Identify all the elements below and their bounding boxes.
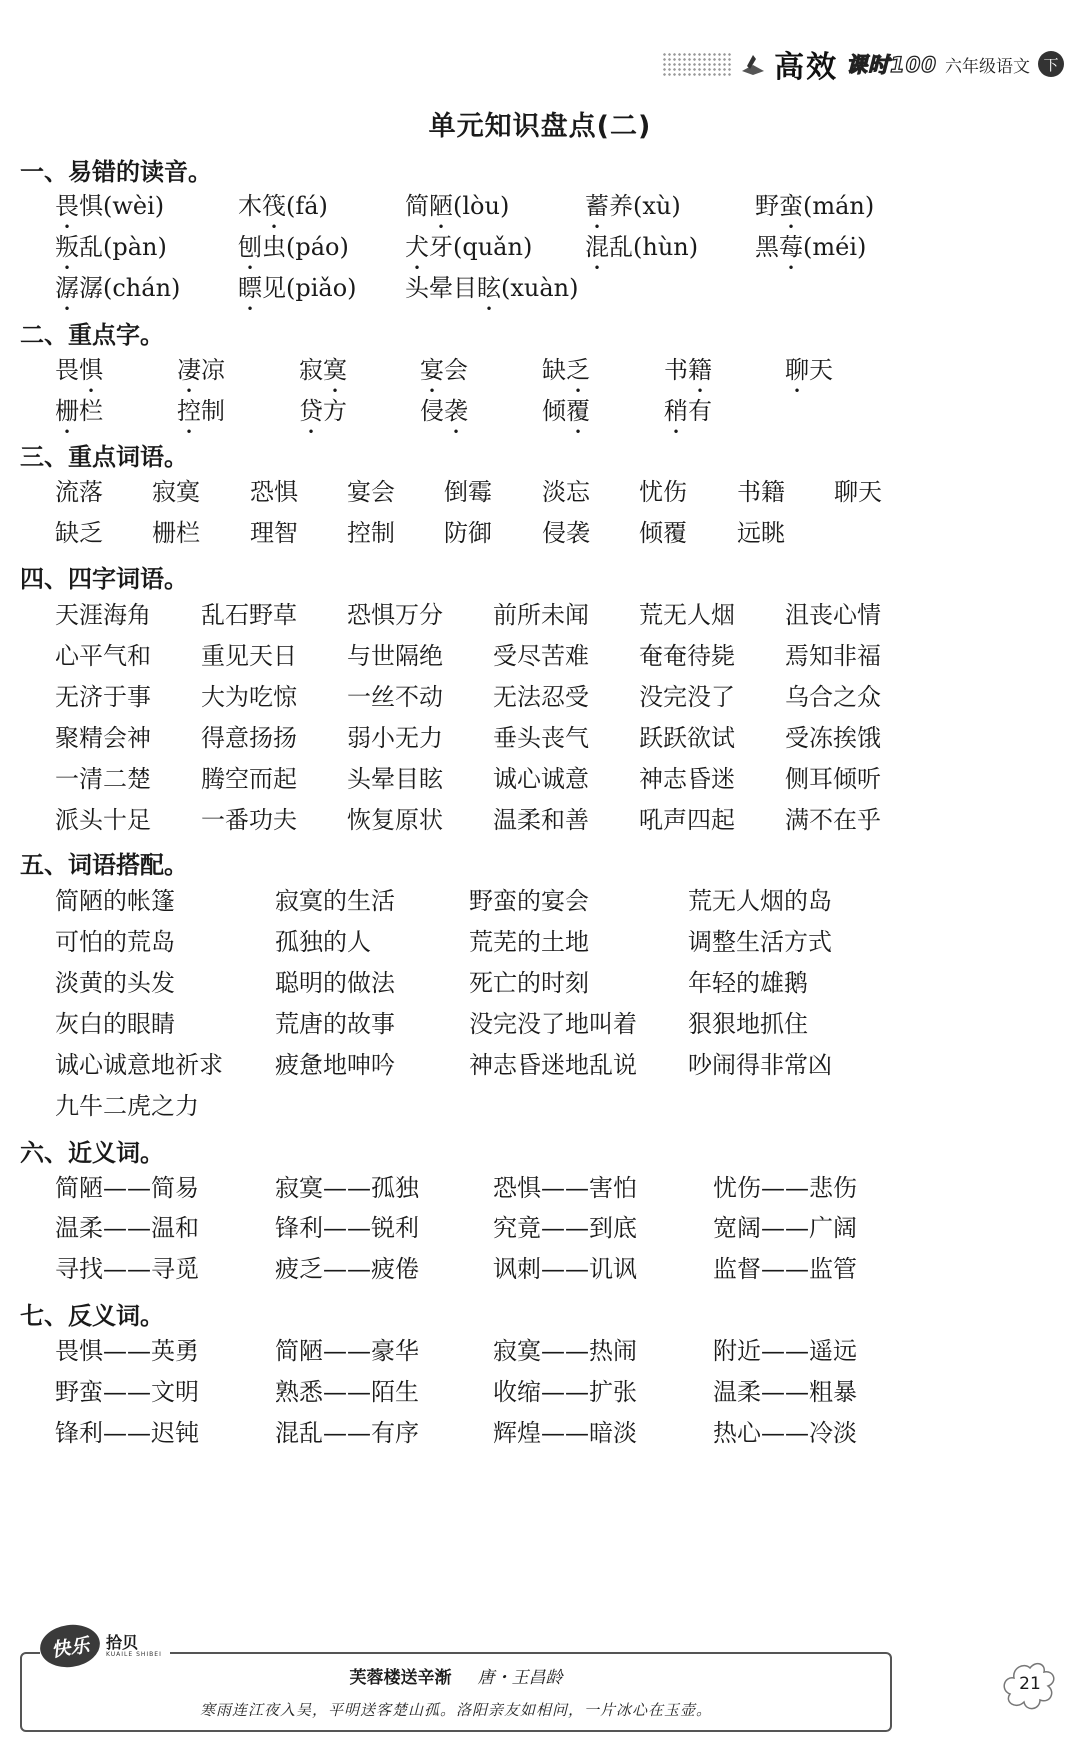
term-item: 野蛮——文明 bbox=[55, 1378, 199, 1406]
term-item: 聊天 bbox=[785, 356, 833, 384]
term-row bbox=[0, 600, 1080, 630]
term-item: 可怕的荒岛 bbox=[55, 928, 175, 956]
emphasis-char: 稍 bbox=[664, 397, 688, 425]
term-item: 淡忘 bbox=[542, 478, 590, 506]
term-item: 宴会 bbox=[347, 478, 395, 506]
term-item: 沮丧心情 bbox=[785, 601, 881, 629]
term-item: 收缩——扩张 bbox=[493, 1378, 637, 1406]
term-item: 简陋的帐篷 bbox=[55, 887, 175, 915]
emphasis-char: 混 bbox=[585, 233, 609, 261]
term-item: 荒芜的土地 bbox=[469, 928, 589, 956]
term-row bbox=[0, 273, 1080, 303]
emphasis-char: 凄 bbox=[177, 356, 201, 384]
term-item: 寂寞——孤独 bbox=[275, 1174, 419, 1202]
term-row bbox=[0, 232, 1080, 262]
term-item: 头晕目眩(xuàn) bbox=[405, 274, 579, 302]
term-item: 远眺 bbox=[737, 519, 785, 547]
term-item: 恢复原状 bbox=[347, 806, 443, 834]
term-item: 防御 bbox=[444, 519, 492, 547]
section-heading: 六、近义词。 bbox=[20, 1139, 164, 1167]
header bbox=[662, 44, 1064, 84]
term-item: 重见天日 bbox=[201, 642, 297, 670]
term-item: 吵闹得非常凶 bbox=[688, 1051, 832, 1079]
volume-badge: 下 bbox=[1038, 51, 1064, 77]
term-item: 缺乏 bbox=[55, 519, 103, 547]
term-item: 前所未闻 bbox=[493, 601, 589, 629]
section-heading: 二、重点字。 bbox=[20, 321, 164, 349]
term-item: 木筏(fá) bbox=[238, 192, 328, 220]
term-row bbox=[0, 927, 1080, 957]
term-item: 忧伤——悲伤 bbox=[713, 1174, 857, 1202]
emphasis-char: 畏 bbox=[55, 192, 79, 220]
term-item: 瞟见(piǎo) bbox=[238, 274, 357, 302]
term-item: 灰白的眼睛 bbox=[55, 1010, 175, 1038]
term-item: 聊天 bbox=[834, 478, 882, 506]
brand-title: 高效 bbox=[774, 50, 839, 85]
term-row bbox=[0, 1050, 1080, 1080]
section-heading: 三、重点词语。 bbox=[20, 443, 188, 471]
term-row bbox=[0, 1377, 1080, 1407]
term-row bbox=[0, 396, 1080, 426]
term-item: 侵袭 bbox=[542, 519, 590, 547]
term-row bbox=[0, 968, 1080, 998]
term-item: 焉知非福 bbox=[785, 642, 881, 670]
term-item: 诚心诚意 bbox=[493, 765, 589, 793]
term-item: 栅栏 bbox=[55, 397, 103, 425]
term-item: 忧伤 bbox=[639, 478, 687, 506]
term-item: 荒无人烟 bbox=[639, 601, 735, 629]
term-item: 寻找——寻觅 bbox=[55, 1255, 199, 1283]
emphasis-char: 刨 bbox=[238, 233, 262, 261]
term-item: 野蛮(mán) bbox=[755, 192, 875, 220]
term-item: 受冻挨饿 bbox=[785, 724, 881, 752]
term-item: 熟悉——陌生 bbox=[275, 1378, 419, 1406]
term-item: 狠狠地抓住 bbox=[688, 1010, 808, 1038]
term-item: 锋利——锐利 bbox=[275, 1214, 419, 1242]
page-number: 21 bbox=[1019, 1674, 1041, 1694]
term-item: 年轻的雄鹅 bbox=[688, 969, 808, 997]
term-item: 头晕目眩 bbox=[347, 765, 443, 793]
term-item: 潺潺(chán) bbox=[55, 274, 181, 302]
term-item: 倒霉 bbox=[444, 478, 492, 506]
emphasis-char: 聊 bbox=[785, 356, 809, 384]
footer-tab bbox=[40, 1625, 170, 1667]
term-item: 畏惧(wèi) bbox=[55, 192, 165, 220]
tab-label: 拾贝 bbox=[106, 1632, 139, 1652]
term-item: 畏惧——英勇 bbox=[55, 1337, 199, 1365]
brand-subtitle: 课时100 bbox=[846, 53, 937, 77]
term-item: 温柔——粗暴 bbox=[713, 1378, 857, 1406]
term-item: 腾空而起 bbox=[201, 765, 297, 793]
emphasis-char: 蓄 bbox=[585, 192, 609, 220]
term-item: 恐惧万分 bbox=[347, 601, 443, 629]
term-item: 宴会 bbox=[420, 356, 468, 384]
dot-pattern bbox=[662, 52, 732, 76]
emphasis-char: 莓 bbox=[779, 233, 803, 261]
tab-small-label: KUAILE SHIBEI bbox=[106, 1650, 162, 1658]
term-item: 简陋——豪华 bbox=[275, 1337, 419, 1365]
term-item: 一番功夫 bbox=[201, 806, 297, 834]
term-row bbox=[0, 1213, 1080, 1243]
term-item: 凄凉 bbox=[177, 356, 225, 384]
term-item: 黑莓(méi) bbox=[755, 233, 867, 261]
term-item: 蓄养(xù) bbox=[585, 192, 681, 220]
poem-title bbox=[0, 1663, 912, 1688]
term-row bbox=[0, 1336, 1080, 1366]
term-item: 倾覆 bbox=[639, 519, 687, 547]
term-item: 寂寞——热闹 bbox=[493, 1337, 637, 1365]
emphasis-char: 籍 bbox=[688, 356, 712, 384]
emphasis-char: 寞 bbox=[323, 356, 347, 384]
term-item: 稍有 bbox=[664, 397, 712, 425]
term-item: 神志昏迷地乱说 bbox=[469, 1051, 637, 1079]
term-row bbox=[0, 518, 1080, 548]
section-heading: 四、四字词语。 bbox=[20, 565, 188, 593]
term-item: 监督——监管 bbox=[713, 1255, 857, 1283]
term-row bbox=[0, 886, 1080, 916]
section-heading: 七、反义词。 bbox=[20, 1302, 164, 1330]
term-item: 热心——冷淡 bbox=[713, 1419, 857, 1447]
emphasis-char: 贷 bbox=[299, 397, 323, 425]
term-item: 心平气和 bbox=[55, 642, 151, 670]
term-row bbox=[0, 1254, 1080, 1284]
term-item: 混乱——有序 bbox=[275, 1419, 419, 1447]
term-item: 无法忍受 bbox=[493, 683, 589, 711]
term-item: 倾覆 bbox=[542, 397, 590, 425]
term-row bbox=[0, 641, 1080, 671]
term-item: 跃跃欲试 bbox=[639, 724, 735, 752]
term-row bbox=[0, 1173, 1080, 1203]
term-item: 乱石野草 bbox=[201, 601, 297, 629]
term-item: 聪明的做法 bbox=[275, 969, 395, 997]
term-item: 荒无人烟的岛 bbox=[688, 887, 832, 915]
term-item: 究竟——到底 bbox=[493, 1214, 637, 1242]
term-item: 疲惫地呻吟 bbox=[275, 1051, 395, 1079]
term-item: 没完没了地叫着 bbox=[469, 1010, 637, 1038]
term-item: 调整生活方式 bbox=[688, 928, 832, 956]
term-item: 寂寞 bbox=[152, 478, 200, 506]
book-pen-icon bbox=[740, 51, 766, 77]
term-item: 无济于事 bbox=[55, 683, 151, 711]
term-item: 吼声四起 bbox=[639, 806, 735, 834]
term-item: 控制 bbox=[177, 397, 225, 425]
emphasis-char: 叛 bbox=[55, 233, 79, 261]
term-row bbox=[0, 1418, 1080, 1448]
emphasis-char: 乏 bbox=[566, 356, 590, 384]
term-item: 疲乏——疲倦 bbox=[275, 1255, 419, 1283]
emphasis-char: 栅 bbox=[55, 397, 79, 425]
term-row bbox=[0, 1091, 1080, 1121]
emphasis-char: 犬 bbox=[405, 233, 429, 261]
term-item: 温柔——温和 bbox=[55, 1214, 199, 1242]
emphasis-char: 控 bbox=[177, 397, 201, 425]
emphasis-char: 眩 bbox=[477, 274, 501, 302]
term-row bbox=[0, 805, 1080, 835]
term-item: 天涯海角 bbox=[55, 601, 151, 629]
term-item: 侵袭 bbox=[420, 397, 468, 425]
term-row bbox=[0, 355, 1080, 385]
term-item: 书籍 bbox=[737, 478, 785, 506]
term-item: 受尽苦难 bbox=[493, 642, 589, 670]
term-item: 叛乱(pàn) bbox=[55, 233, 167, 261]
term-row bbox=[0, 477, 1080, 507]
page-title: 单元知识盘点(二) bbox=[428, 111, 652, 142]
term-item: 畏惧 bbox=[55, 356, 103, 384]
term-item: 简陋——简易 bbox=[55, 1174, 199, 1202]
term-item: 孤独的人 bbox=[275, 928, 371, 956]
emphasis-char: 惧 bbox=[79, 356, 103, 384]
term-item: 九牛二虎之力 bbox=[55, 1092, 199, 1120]
term-item: 诚心诚意地祈求 bbox=[55, 1051, 223, 1079]
emphasis-char: 瞟 bbox=[238, 274, 262, 302]
term-row bbox=[0, 723, 1080, 753]
section-heading: 一、易错的读音。 bbox=[20, 158, 212, 186]
fun-bubble: 快乐 bbox=[37, 1621, 102, 1671]
term-item: 满不在乎 bbox=[785, 806, 881, 834]
term-item: 奄奄待毙 bbox=[639, 642, 735, 670]
term-item: 理智 bbox=[250, 519, 298, 547]
emphasis-char: 陋 bbox=[429, 192, 453, 220]
term-item: 恐惧——害怕 bbox=[493, 1174, 637, 1202]
emphasis-char: 覆 bbox=[566, 397, 590, 425]
term-item: 寂寞 bbox=[299, 356, 347, 384]
term-item: 贷方 bbox=[299, 397, 347, 425]
poem-body: 寒雨连江夜入吴，平明送客楚山孤。洛阳亲友如相问，一片冰心在玉壶。 bbox=[199, 1701, 712, 1719]
term-item: 得意扬扬 bbox=[201, 724, 297, 752]
term-row bbox=[0, 764, 1080, 794]
term-item: 讽刺——讥讽 bbox=[493, 1255, 637, 1283]
term-item: 野蛮的宴会 bbox=[469, 887, 589, 915]
term-item: 宽阔——广阔 bbox=[713, 1214, 857, 1242]
term-item: 缺乏 bbox=[542, 356, 590, 384]
emphasis-char: 筏 bbox=[262, 192, 286, 220]
term-item: 淡黄的头发 bbox=[55, 969, 175, 997]
term-item: 辉煌——暗淡 bbox=[493, 1419, 637, 1447]
section-heading: 五、词语搭配。 bbox=[20, 851, 188, 879]
term-item: 侧耳倾听 bbox=[785, 765, 881, 793]
poem-title-text: 芙蓉楼送辛渐 bbox=[349, 1668, 452, 1688]
term-item: 一丝不动 bbox=[347, 683, 443, 711]
term-item: 寂寞的生活 bbox=[275, 887, 395, 915]
emphasis-char: 宴 bbox=[420, 356, 444, 384]
poem-author: 唐・王昌龄 bbox=[477, 1668, 563, 1688]
term-item: 荒唐的故事 bbox=[275, 1010, 395, 1038]
term-row bbox=[0, 1009, 1080, 1039]
term-item: 没完没了 bbox=[639, 683, 735, 711]
term-item: 温柔和善 bbox=[493, 806, 589, 834]
term-item: 书籍 bbox=[664, 356, 712, 384]
term-item: 乌合之众 bbox=[785, 683, 881, 711]
emphasis-char: 蛮 bbox=[779, 192, 803, 220]
term-item: 犬牙(quǎn) bbox=[405, 233, 533, 261]
term-item: 弱小无力 bbox=[347, 724, 443, 752]
term-item: 恐惧 bbox=[250, 478, 298, 506]
term-item: 聚精会神 bbox=[55, 724, 151, 752]
term-item: 垂头丧气 bbox=[493, 724, 589, 752]
term-item: 简陋(lòu) bbox=[405, 192, 510, 220]
term-row bbox=[0, 682, 1080, 712]
term-item: 控制 bbox=[347, 519, 395, 547]
term-item: 刨虫(páo) bbox=[238, 233, 349, 261]
term-item: 与世隔绝 bbox=[347, 642, 443, 670]
term-item: 派头十足 bbox=[55, 806, 151, 834]
term-item: 附近——遥远 bbox=[713, 1337, 857, 1365]
emphasis-char: 潺 bbox=[55, 274, 79, 302]
page-number-badge bbox=[1000, 1660, 1060, 1716]
term-item: 死亡的时刻 bbox=[469, 969, 589, 997]
term-item: 栅栏 bbox=[152, 519, 200, 547]
term-item: 大为吃惊 bbox=[201, 683, 297, 711]
term-item: 混乱(hùn) bbox=[585, 233, 699, 261]
emphasis-char: 袭 bbox=[444, 397, 468, 425]
grade-label: 六年级语文 bbox=[945, 56, 1030, 77]
term-item: 锋利——迟钝 bbox=[55, 1419, 199, 1447]
term-item: 一清二楚 bbox=[55, 765, 151, 793]
term-item: 神志昏迷 bbox=[639, 765, 735, 793]
term-row bbox=[0, 191, 1080, 221]
term-item: 流落 bbox=[55, 478, 103, 506]
